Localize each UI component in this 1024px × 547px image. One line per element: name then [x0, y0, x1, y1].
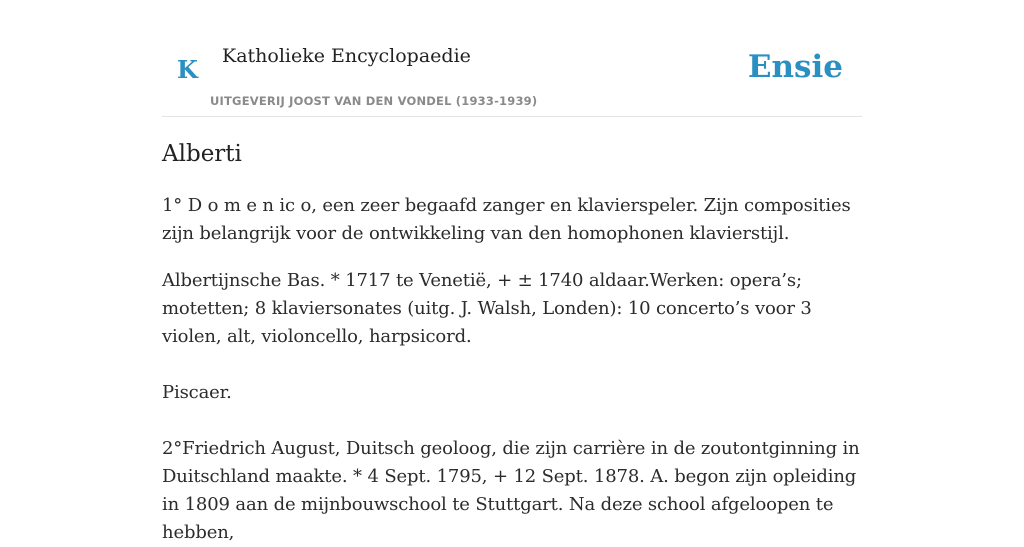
- article-paragraph: 2°Friedrich August, Duitsch geoloog, die zijn carrière in de zoutontginning in Duitschland maakte. * 4 Sept. 1795, + 12 Sept. 1878. A. begon zijn opleiding in 1809 aan de mijnbouwschool te Stuttgart. Na deze school afgeloopen te hebben,: [162, 438, 860, 543]
- publisher-label: UITGEVERIJ JOOST VAN DEN VONDEL (1933-1939): [210, 94, 538, 108]
- article-title: Alberti: [162, 141, 242, 167]
- encyclopedia-logo[interactable]: K: [177, 55, 198, 84]
- article: [162, 138, 862, 547]
- article-paragraph: 1° D o m e n ic o, een zeer begaafd zanger en klavierspeler. Zijn composities zijn belangrijk voor de ontwikkeling van den homophonen klavierstijl.: [162, 195, 851, 244]
- site-header: [162, 0, 862, 117]
- encyclopedia-title-link[interactable]: Katholieke Encyclopaedie: [222, 45, 471, 67]
- ensie-brand-link[interactable]: Ensie: [747, 49, 843, 85]
- article-paragraph: Albertijnsche Bas. * 1717 te Venetië, + ± 1740 aldaar.Werken: opera’s; motetten; 8 klaviersonates (uitg. J. Walsh, Londen): 10 concerto’s voor 3 violen, alt, violoncello, harpsicord.: [162, 270, 812, 347]
- article-author: Piscaer.: [162, 382, 232, 403]
